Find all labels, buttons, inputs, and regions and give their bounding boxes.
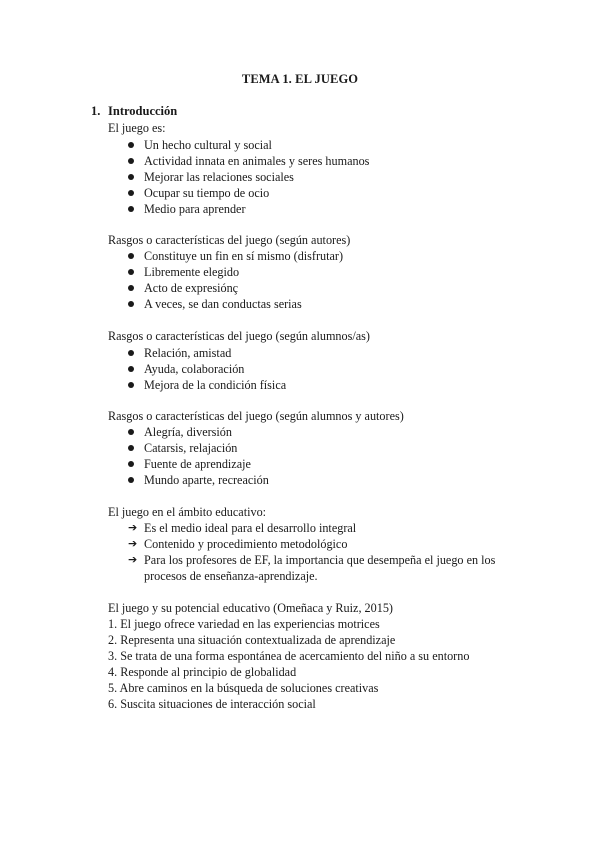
rasgos-alumnos-heading: Rasgos o características del juego (según alumnos/as) xyxy=(108,329,370,343)
section-title: Introducción xyxy=(108,104,178,118)
list-item: ➔ Es el medio ideal para el desarrollo integral xyxy=(128,521,357,535)
bullet-icon xyxy=(128,158,134,164)
list-item: 4. Responde al principio de globalidad xyxy=(108,665,297,680)
rasgos-autores-list xyxy=(128,248,343,312)
list-item: Relación, amistad xyxy=(128,345,286,361)
bullet-icon xyxy=(128,253,134,259)
list-item: Alegría, diversión xyxy=(128,424,269,440)
rasgos-alumnos-list xyxy=(128,345,286,393)
rasgos-ambos-list xyxy=(128,424,269,488)
rasgos-autores-heading: Rasgos o características del juego (según autores) xyxy=(108,233,351,247)
bullet-icon xyxy=(128,285,134,291)
bullet-icon xyxy=(128,445,134,451)
list-item: Mejora de la condición física xyxy=(128,377,286,393)
section-heading xyxy=(91,104,177,119)
section-number: 1. xyxy=(91,104,101,118)
bullet-icon xyxy=(128,350,134,356)
arrow-right-icon: ➔ xyxy=(128,553,138,567)
arrow-right-icon: ➔ xyxy=(128,537,138,551)
bullet-icon xyxy=(128,301,134,307)
list-item: Un hecho cultural y social xyxy=(128,137,369,153)
bullet-icon xyxy=(128,366,134,372)
bullet-icon xyxy=(128,461,134,467)
juego-es-list xyxy=(128,137,369,217)
potencial-heading: El juego y su potencial educativo (Omeñaca y Ruiz, 2015) xyxy=(108,601,393,615)
list-item: Catarsis, relajación xyxy=(128,440,269,456)
bullet-icon xyxy=(128,429,134,435)
bullet-icon xyxy=(128,142,134,148)
list-item: ➔ Para los profesores de EF, la importancia que desempeña el juego en los procesos de enseñanza-aprendizaje. xyxy=(128,553,496,584)
arrow-right-icon: ➔ xyxy=(128,521,138,534)
list-item: Actividad innata en animales y seres humanos xyxy=(128,153,369,169)
list-item: Medio para aprender xyxy=(128,201,369,217)
list-item: 2. Representa una situación contextualizada de aprendizaje xyxy=(108,633,396,648)
list-item: 3. Se trata de una forma espontánea de acercamiento del niño a su entorno xyxy=(108,649,470,664)
potencial-list xyxy=(108,616,469,713)
intro-text: El juego es: xyxy=(108,121,166,135)
list-item: 5. Abre caminos en la búsqueda de soluciones creativas xyxy=(108,681,379,696)
bullet-icon xyxy=(128,206,134,212)
bullet-icon xyxy=(128,477,134,483)
list-item: Fuente de aprendizaje xyxy=(128,456,269,472)
bullet-icon xyxy=(128,269,134,275)
list-item: 1. El juego ofrece variedad en las experiencias motrices xyxy=(108,617,380,631)
bullet-icon xyxy=(128,382,134,388)
list-item: Constituye un fin en sí mismo (disfrutar) xyxy=(128,248,343,264)
ambito-heading: El juego en el ámbito educativo: xyxy=(108,505,267,519)
list-item: Acto de expresiónç xyxy=(128,280,343,296)
list-item: Ayuda, colaboración xyxy=(128,361,286,377)
document-title: TEMA 1. EL JUEGO xyxy=(241,72,359,86)
bullet-icon xyxy=(128,174,134,180)
list-item: ➔ Contenido y procedimiento metodológico xyxy=(128,537,348,552)
rasgos-ambos-heading: Rasgos o características del juego (según alumnos y autores) xyxy=(108,409,404,423)
list-item: 6. Suscita situaciones de interacción social xyxy=(108,697,316,712)
bullet-icon xyxy=(128,190,134,196)
ambito-list xyxy=(128,520,528,584)
list-item: Mejorar las relaciones sociales xyxy=(128,169,369,185)
list-item: A veces, se dan conductas serias xyxy=(128,296,343,312)
list-item: Mundo aparte, recreación xyxy=(128,472,269,488)
list-item: Ocupar su tiempo de ocio xyxy=(128,185,369,201)
list-item: Libremente elegido xyxy=(128,264,343,280)
